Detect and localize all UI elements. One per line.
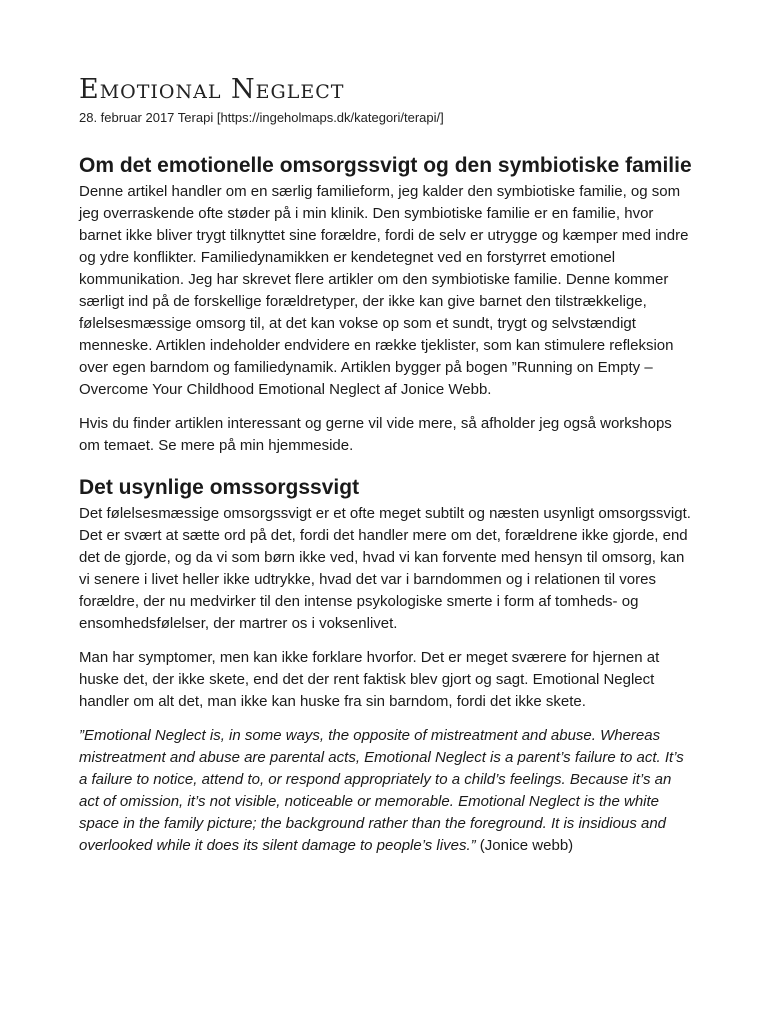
paragraph-invisible-neglect: Det følelsesmæssige omsorgssvigt er et ofte meget subtilt og næsten usynligt omsorgssvigt. Det er svært at sætte ord på det, fordi det handler mere om det, forældrene ikke gjorde, end det de gjorde, og da vi som børn ikke ved, hvad vi kan forvente med hensyn til omsorg, kan vi senere i livet heller ikke udtrykke, hvad det var i barndommen og i relationen til vores forældre, der nu medvirker til den intense psykologiske smerte i form af tomheds- og ensomhedsfølelser, der martrer os i voksenlivet.	[79, 505, 691, 632]
block-quote	[79, 725, 695, 857]
article	[79, 72, 695, 857]
quote-text: ”Emotional Neglect is, in some ways, the opposite of mistreatment and abuse. Whereas mistreatment and abuse are parental acts, Emotional Neglect is a parent’s failure to act. It’s a failure to notice, attend to, or respond appropriately to a child’s feelings. Because it’s an act of omission, it’s not visible, noticeable or memorable. Emotional Neglect is the white space in the family picture; the background rather than the foreground. It is insidious and overlooked while it does its silent damage to people’s lives.”	[79, 727, 684, 854]
section-heading-symbiotic-family: Om det emotionelle omsorgssvigt og den symbiotiske familie	[79, 154, 692, 177]
paragraph-symptoms: Man har symptomer, men kan ikke forklare hvorfor. Det er meget sværere for hjernen at huske det, der ikke skete, end det der rent faktisk blev gjort og sagt. Emotional Neglect handler om alt det, man ikke kan huske fra sin barndom, fordi det ikke skete.	[79, 649, 660, 710]
category-url[interactable]: [https://ingeholmaps.dk/kategori/terapi/]	[216, 110, 444, 125]
post-meta	[79, 109, 695, 127]
section-heading-invisible-neglect: Det usynlige omssorgssvigt	[79, 476, 360, 499]
post-date: 28. februar 2017	[79, 110, 175, 125]
post-title: Emotional Neglect	[79, 74, 345, 105]
category-link[interactable]: Terapi	[177, 110, 214, 125]
paragraph-workshops: Hvis du finder artiklen interessant og gerne vil vide mere, så afholder jeg også workshops om temaet. Se mere på min hjemmeside.	[79, 415, 672, 454]
paragraph-intro: Denne artikel handler om en særlig familieform, jeg kalder den symbiotiske familie, og som jeg overraskende ofte støder på i min klinik. Den symbiotiske familie er en familie, hvor barnet ikke bliver trygt tilknyttet sine forældre, fordi de selv er utrygge og kæmper med indre og ydre konflikter. Familiedynamikken er kendetegnet ved en forstyrret emotionel kommunikation. Jeg har skrevet flere artikler om den symbiotiske familie. Denne kommer særligt ind på de forskellige forældretyper, der ikke kan give barnet den tilstrækkelige, følelsesmæssige omsorg til, at det kan vokse op som et sundt, trygt og selvstændigt menneske. Artiklen indeholder endvidere en række tjeklister, som kan stimulere refleksion over egen barndom og familiedynamik. Artiklen bygger på bogen ”Running on Empty – Overcome Your Childhood Emotional Neglect af Jonice Webb.	[79, 183, 689, 398]
quote-attribution: (Jonice webb)	[479, 837, 574, 854]
